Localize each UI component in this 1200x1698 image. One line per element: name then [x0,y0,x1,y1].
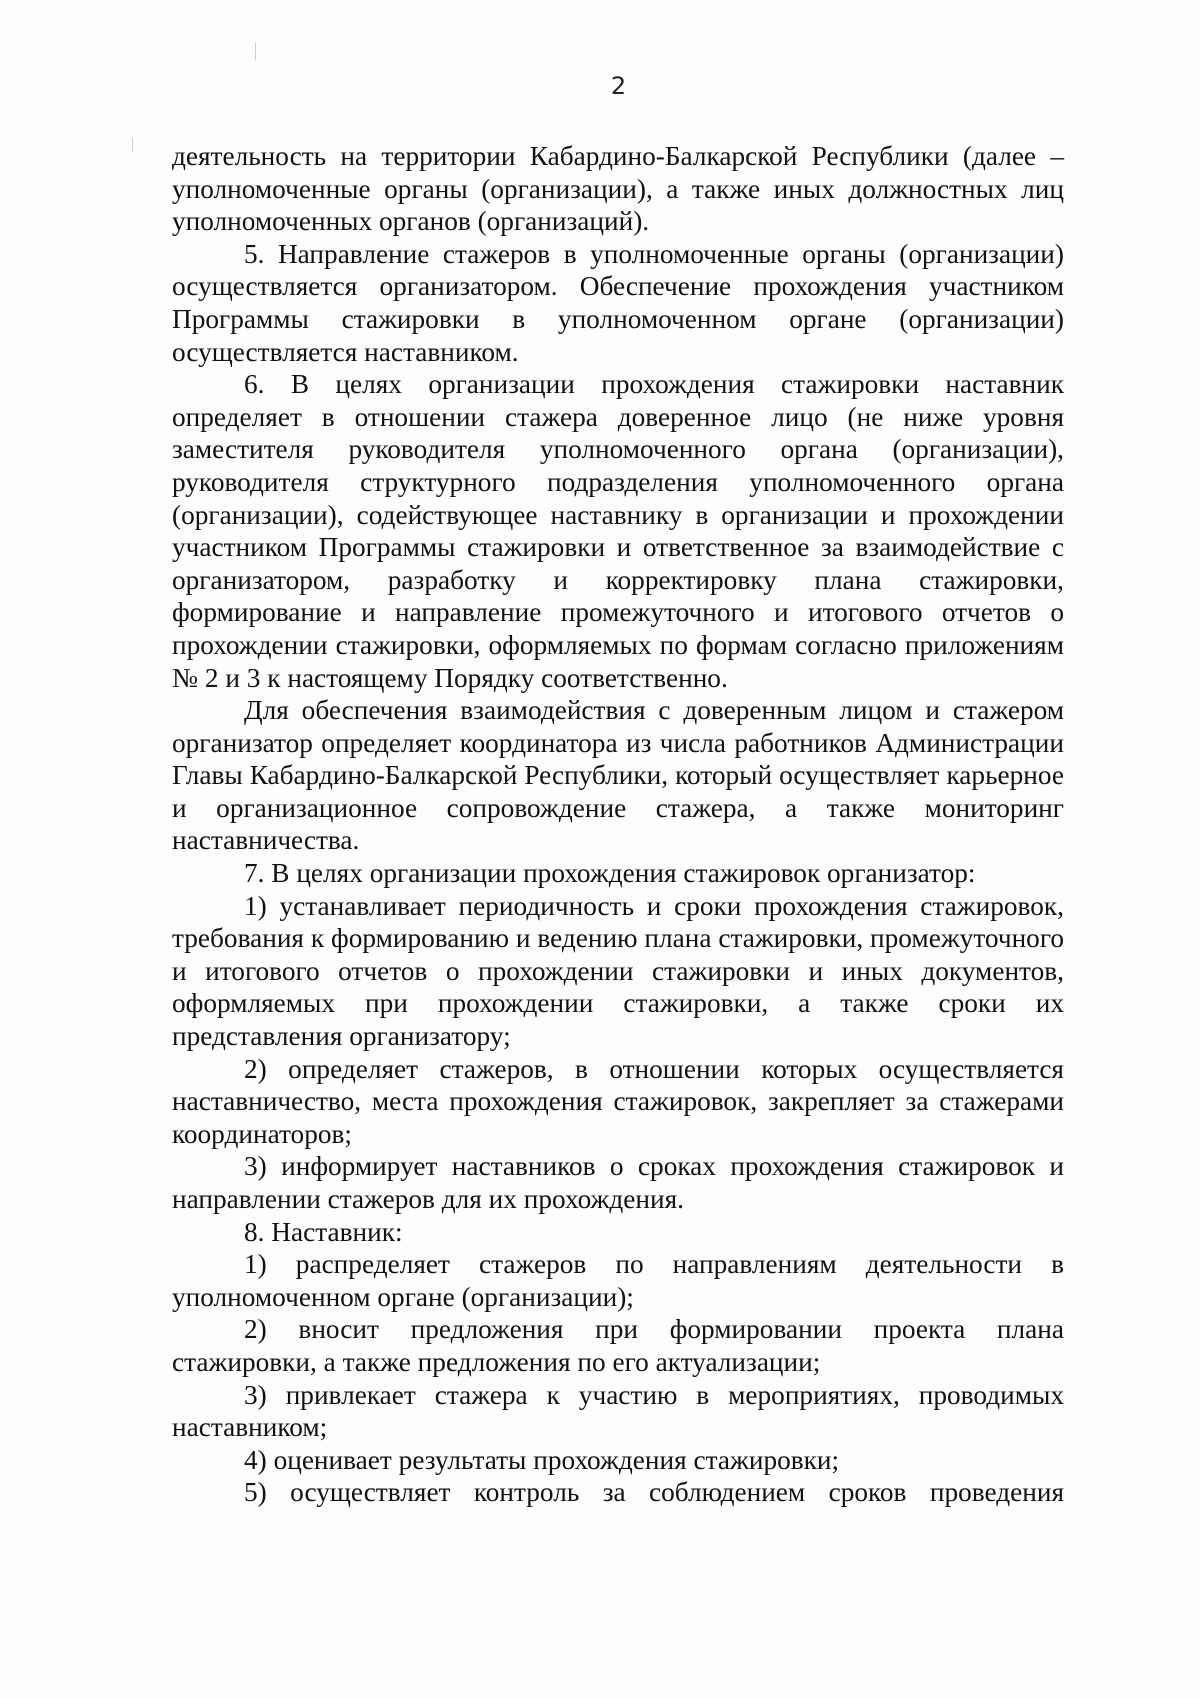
scan-artifact-line [132,138,133,152]
paragraph-continuation: деятельность на территории Кабардино-Балкарской Республики (далее – уполномоченные органы (организации), а также иных должностных лиц уполномоченных органов (организаций). [172,141,1064,237]
paragraph-item-5: 5. Направление стажеров в уполномоченные органы (организации) осуществляется организатором. Обеспечение прохождения участником Программы стажировки в уполномоченном органе (организации) осуществляется наставником. [172,238,1064,367]
paragraph-item-7-1: 1) устанавливает периодичность и сроки прохождения стажировок, требования к формированию и ведению плана стажировки, промежуточного и итогового отчетов о прохождении стажировки и иных документов, оформляемых при прохождении стажировки, а также сроки их представления организатору; [172,890,1064,1052]
document-body [172,140,1064,1509]
scan-artifact-line [255,42,256,60]
paragraph-item-8-2: 2) вносит предложения при формировании проекта плана стажировки, а также предложения по его актуализации; [172,1314,1064,1377]
paragraph-item-7: 7. В целях организации прохождения стажировок организатор: [244,858,976,889]
paragraph-item-8: 8. Наставник: [244,1216,403,1247]
page-number: 2 [610,72,627,100]
paragraph-coordinator: Для обеспечения взаимодействия с доверенным лицом и стажером организатор определяет координатора из числа работников Администрации Главы Кабардино-Балкарской Республики, который осуществляет карьерное и организационное сопровождение стажера, а также мониторинг наставничества. [172,695,1064,856]
paragraph-item-8-1: 1) распределяет стажеров по направлениям деятельности в уполномоченном органе (организации); [172,1249,1064,1312]
paragraph-item-8-4: 4) оценивает результаты прохождения стажировки; [244,1444,840,1475]
paragraph-item-8-5: 5) осуществляет контроль за соблюдением сроков проведения [244,1477,1064,1508]
paragraph-item-8-3: 3) привлекает стажера к участию в мероприятиях, проводимых наставником; [172,1379,1064,1443]
paragraph-item-6: 6. В целях организации прохождения стажировки наставник определяет в отношении стажера доверенное лицо (не ниже уровня заместителя руководителя уполномоченного органа (организации), руководителя структурного подразделения уполномоченного органа (организации), содействующее наставнику в организации и прохождении участником Программы стажировки и ответственное за взаимодействие с организатором, разработку и корректировку плана стажировки, формирование и направление промежуточного и итогового отчетов о прохождении стажировки, оформляемых по формам согласно приложениям № 2 и 3 к настоящему Порядку соответственно. [172,369,1064,693]
paragraph-item-7-2: 2) определяет стажеров, в отношении которых осуществляется наставничество, места прохождения стажировок, закрепляет за стажерами координаторов; [172,1053,1064,1149]
paragraph-item-7-3: 3) информирует наставников о сроках прохождения стажировок и направлении стажеров для их прохождения. [172,1151,1064,1214]
